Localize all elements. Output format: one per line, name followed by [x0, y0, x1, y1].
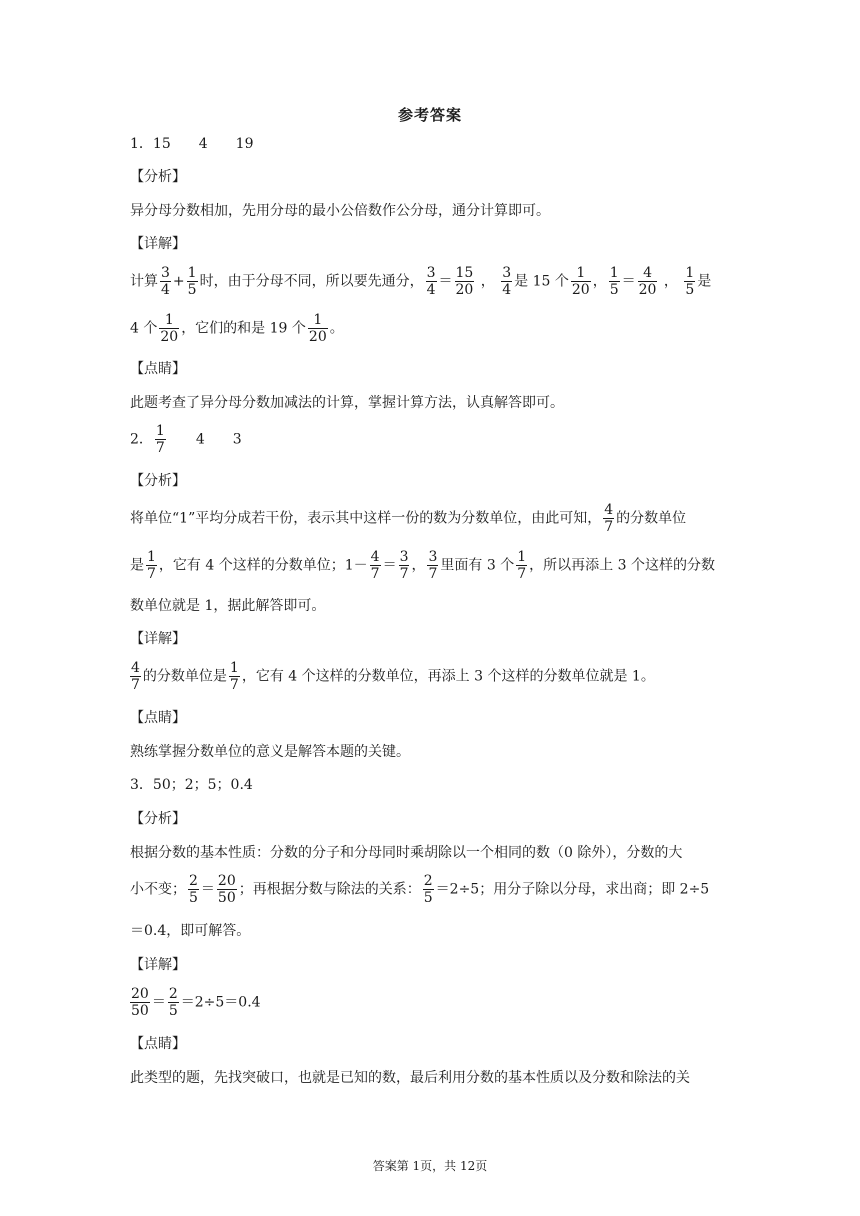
q1-analysis-text: 异分母分数相加，先用分母的最小公倍数作公分母，通分计算即可。 — [130, 203, 550, 219]
fraction: $\frac{4}{7}$ — [131, 660, 140, 693]
q2-detail-heading: 【详解】 — [130, 631, 186, 647]
fraction: $\frac{3}{7}$ — [399, 549, 409, 582]
q1-detail-heading: 【详解】 — [130, 236, 186, 252]
fraction: $\frac{2}{5}$ — [168, 986, 178, 1019]
fraction: $\frac{3}{7}$ — [428, 549, 438, 582]
fraction: $\frac{1}{7}$ — [517, 549, 527, 582]
fraction: $\frac{3}{4}$ — [426, 265, 436, 298]
page-footer: 答案第 1页，共 12页 — [372, 1159, 488, 1173]
q2-analysis-line3: 数单位就是 1，据此解答即可。 — [130, 598, 326, 614]
fraction: $\frac{1}{20}$ — [308, 312, 327, 345]
fraction: $\frac{3}{4}$ — [161, 265, 170, 298]
q2-analysis-line2: 是 $\frac{1}{7}$ ，它有 4 个这样的分数单位；1－ $\frac{4}{7}$ ＝ $\frac{3}{7}$ ， $\frac{3}{7}$ 里面有 3 个 $\frac{1}{7}$ ，所以再添上 3 个这样的分数 — [130, 549, 715, 582]
q1-analysis-heading: 【分析】 — [130, 169, 186, 185]
page-title: 参考答案 — [397, 106, 462, 124]
q2-analysis-line1: 将单位“1”平均分成若干份，表示其中这样一份的数为分数单位，由此可知， $\frac{4}{7}$ 的分数单位 — [130, 502, 687, 535]
q2-analysis-heading: 【分析】 — [130, 473, 186, 489]
fraction: $\frac{1}{7}$ — [229, 660, 239, 693]
q1-comment-text: 此题考查了异分母分数加减法的计算，掌握计算方法，认真解答即可。 — [130, 395, 564, 411]
q3-comment-text: 此类型的题，先找突破口，也就是已知的数，最后利用分数的基本性质以及分数和除法的关 — [130, 1070, 690, 1086]
q2-answer: 2． $\frac{1}{7}$ 4 3 — [130, 423, 242, 456]
q3-detail-heading: 【详解】 — [130, 957, 186, 973]
fraction: $\frac{1}{5}$ — [685, 265, 695, 298]
fraction: $\frac{20}{50}$ — [131, 986, 149, 1019]
q2-detail-text: $\frac{4}{7}$ 的分数单位是 $\frac{1}{7}$ ，它有 4 个这样的分数单位，再添上 3 个这样的分数单位就是 1。 — [131, 660, 655, 693]
fraction: $\frac{15}{20}$ — [455, 265, 474, 298]
q3-analysis-heading: 【分析】 — [130, 811, 186, 827]
fraction: $\frac{4}{20}$ — [638, 265, 657, 298]
fraction: $\frac{4}{7}$ — [604, 502, 614, 535]
fraction: $\frac{1}{7}$ — [155, 423, 165, 456]
q3-analysis-line3: ＝0.4，即可解答。 — [130, 923, 251, 939]
q2-comment-heading: 【点睛】 — [130, 710, 186, 726]
q1-detail-line1: 计算 $\frac{3}{4}$ + $\frac{1}{5}$ 时，由于分母不同，所以要先通分， $\frac{3}{4}$ ＝ $\frac{15}{20}$ ， $\frac{3}{4}$ 是 15 个 $\frac{1}{20}$ ， $\frac{1}{5}$ ＝ $\frac{4}{20}$ ， $\frac{1}{5}$ 是 — [130, 265, 712, 298]
fraction: $\frac{20}{50}$ — [217, 873, 236, 906]
fraction: $\frac{1}{5}$ — [609, 265, 619, 298]
fraction: $\frac{1}{20}$ — [571, 265, 590, 298]
fraction: $\frac{2}{5}$ — [189, 873, 198, 906]
q1-comment-heading: 【点睛】 — [130, 361, 186, 377]
q3-comment-heading: 【点睛】 — [130, 1036, 186, 1052]
q3-answer: 3．50；2；5；0.4 — [130, 777, 253, 793]
q3-analysis-line1: 根据分数的基本性质：分数的分子和分母同时乘胡除以一个相同的数（0 除外），分数的大 — [130, 845, 683, 861]
fraction: $\frac{1}{7}$ — [147, 549, 156, 582]
q3-detail-text: $\frac{20}{50}$ ＝ $\frac{2}{5}$ ＝2÷5＝0.4 — [131, 986, 261, 1019]
q3-analysis-line2: 小不变； $\frac{2}{5}$ ＝ $\frac{20}{50}$ ；再根据分数与除法的关系： $\frac{2}{5}$ ＝2÷5；用分子除以分母，求出商；即 2÷5 — [130, 873, 710, 906]
fraction: $\frac{2}{5}$ — [423, 873, 433, 906]
fraction: $\frac{1}{5}$ — [187, 265, 197, 298]
fraction: $\frac{1}{20}$ — [160, 312, 179, 345]
fraction: $\frac{3}{4}$ — [502, 265, 512, 298]
q1-detail-line2: 4 个 $\frac{1}{20}$ ，它们的和是 19 个 $\frac{1}{20}$ 。 — [130, 312, 344, 345]
q2-comment-text: 熟练掌握分数单位的意义是解答本题的关键。 — [130, 744, 410, 760]
q1-answer: 1．15 4 19 — [130, 136, 254, 152]
fraction: $\frac{4}{7}$ — [370, 549, 380, 582]
